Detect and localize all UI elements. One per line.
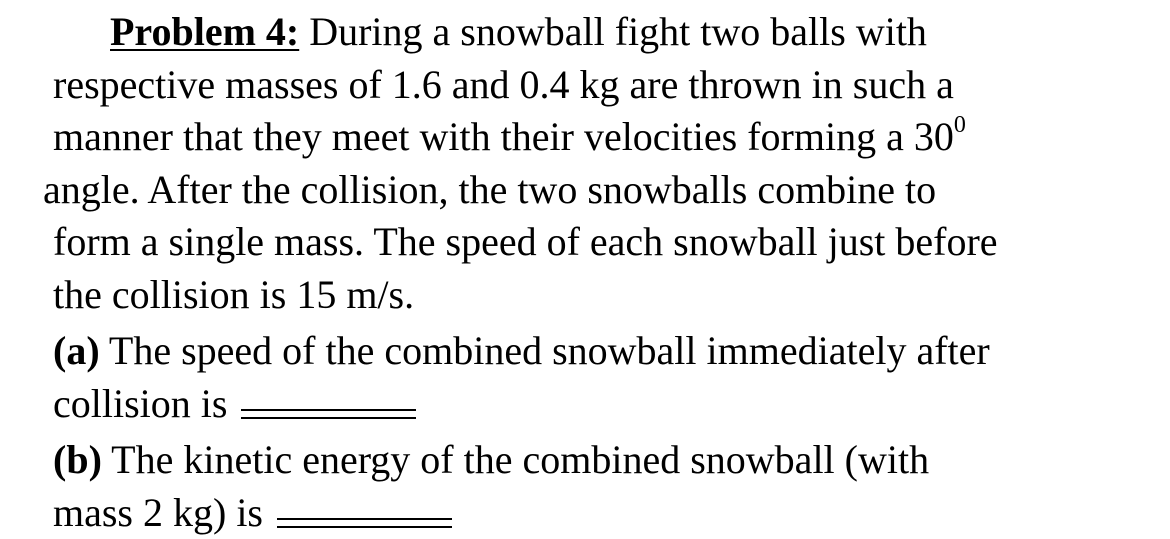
part-b-text-1: The kinetic energy of the combined snowball (with <box>102 437 929 482</box>
part-b-line-2 <box>53 487 1133 539</box>
problem-document <box>53 6 1133 539</box>
part-b-answer-blank[interactable] <box>277 518 452 528</box>
problem-line-5: form a single mass. The speed of each snowball just before <box>53 216 1133 269</box>
part-a-line-2 <box>53 378 1133 431</box>
problem-line-6: the collision is 15 m/s. <box>53 269 1133 322</box>
part-b-line-1 <box>53 434 1133 487</box>
problem-text-3: manner that they meet with their velocities forming a 30 <box>53 114 954 159</box>
part-b-label: (b) <box>53 437 102 482</box>
problem-text-1: During a snowball fight two balls with <box>299 9 927 54</box>
part-a-text-1: The speed of the combined snowball immediately after <box>100 328 990 373</box>
problem-line-3 <box>53 111 1133 164</box>
part-a-line-1 <box>53 325 1133 378</box>
problem-label: Problem 4: <box>110 9 299 54</box>
part-a-label: (a) <box>53 328 100 373</box>
part-b-text-2: mass 2 kg) is <box>53 490 263 535</box>
problem-line-2: respective masses of 1.6 and 0.4 kg are thrown in such a <box>53 59 1133 112</box>
degree-superscript: 0 <box>954 112 966 138</box>
part-a-answer-blank[interactable] <box>241 409 416 419</box>
problem-line-1 <box>53 6 1133 59</box>
problem-line-4 <box>53 164 1133 217</box>
part-a-text-2: collision is <box>53 381 227 426</box>
problem-text-4: angle. After the collision, the two snowballs combine to <box>43 167 936 212</box>
